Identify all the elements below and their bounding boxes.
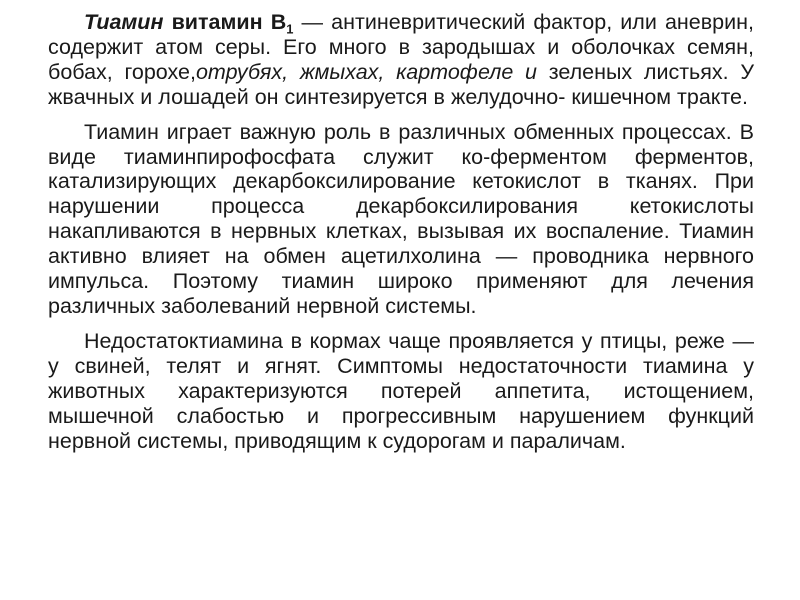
paragraph-thiamine-definition [48,10,754,110]
paragraph-thiamine-deficiency: Недостатоктиамина в кормах чаще проявляется у птицы, реже — у свиней, телят и ягнят. Симптомы недостаточности тиамина у животных характеризуются потерей аппетита, истощением, мышечной слабостью и прогрессивным нарушением функций нервной системы, приводящим к судорогам и параличам. [48,328,754,453]
paragraph1-text-b: зеленых листьях. У жвачных и лошадей он синтезируется в желудочно- кишечном тракте. [48,59,755,109]
vitamin-letter: B [270,10,287,34]
slide-text [48,10,754,463]
paragraph-thiamine-role: Тиамин играет важную роль в различных обменных процессах. В виде тиаминпирофосфата служит ко-ферментом ферментов, катализирующих декарбоксилирование кетокислот в тканях. При нарушении процесса декарбоксилирования кетокислоты накапливаются в нервных клетках, вызывая их воспаление. Тиамин активно влияет на обмен ацетилхолина — проводника нервного импульса. Поэтому тиамин широко применяют для лечения различных заболеваний нервной системы. [48,119,754,318]
vitamin-subscript: 1 [286,21,294,37]
term-thiamine: Тиамин [84,10,164,34]
paragraph1-italic-sources: отрубях, жмыхах, картофеле и [195,59,538,84]
paragraph1-text-a: — антиневритический фактор, или аневрин, содержит атом серы. Его много в зародышах и оболочках семян, бобах, горохе, [48,10,754,84]
word-vitamin: витамин [171,10,263,34]
